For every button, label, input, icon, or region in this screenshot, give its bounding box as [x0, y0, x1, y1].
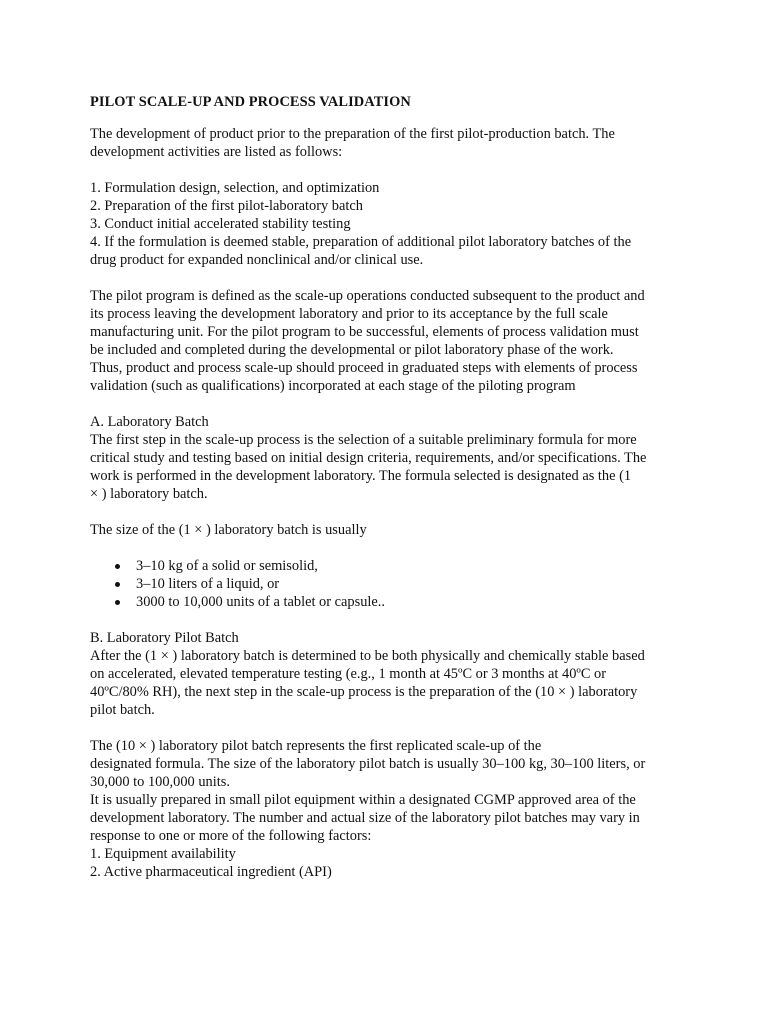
document-page — [90, 93, 690, 881]
text-line: pilot batch. — [90, 702, 155, 718]
intro-paragraph — [90, 125, 690, 161]
text-line: validation (such as qualifications) incorporated at each stage of the piloting program — [90, 378, 576, 394]
text-line: development activities are listed as follows: — [90, 144, 343, 160]
text-line: The (10 × ) laboratory pilot batch represents the first replicated scale-up of the — [90, 738, 542, 754]
text-line: 40ºC/80% RH), the next step in the scale-up process is the preparation of the (10 × ) laboratory — [90, 684, 638, 700]
bullet-icon — [115, 564, 120, 569]
bullet-icon — [115, 600, 120, 605]
text-line: The pilot program is defined as the scale-up operations conducted subsequent to the product and — [90, 288, 645, 304]
text-line: work is performed in the development laboratory. The formula selected is designated as the (1 — [90, 468, 632, 484]
text-line: The development of product prior to the preparation of the first pilot-production batch. The — [90, 126, 615, 142]
pilot-program-paragraph — [90, 287, 690, 395]
batch-size-list — [90, 557, 690, 611]
section-a-heading: A. Laboratory Batch — [90, 414, 209, 430]
text-line: critical study and testing based on initial design criteria, requirements, and/or specifications. The — [90, 450, 647, 466]
text-line: development laboratory. The number and actual size of the laboratory pilot batches may vary in — [90, 810, 640, 826]
list-item: 4. If the formulation is deemed stable, preparation of additional pilot laboratory batches of the — [90, 234, 632, 250]
list-item: 3000 to 10,000 units of a tablet or capsule.. — [90, 593, 690, 611]
bullet-icon — [115, 582, 120, 587]
list-item: 3–10 kg of a solid or semisolid, — [90, 557, 690, 575]
text-line: × ) laboratory batch. — [90, 486, 208, 502]
section-b-heading: B. Laboratory Pilot Batch — [90, 630, 239, 646]
activities-list — [90, 179, 690, 269]
text-line: its process leaving the development laboratory and prior to its acceptance by the full scale — [90, 306, 608, 322]
text-line: on accelerated, elevated temperature testing (e.g., 1 month at 45ºC or 3 months at 40ºC or — [90, 666, 607, 682]
text-line: be included and completed during the developmental or pilot laboratory phase of the work. — [90, 342, 614, 358]
text-line: The first step in the scale-up process is the selection of a suitable preliminary formula for more — [90, 432, 637, 448]
batch-size-intro: The size of the (1 × ) laboratory batch is usually — [90, 522, 367, 538]
text-line: designated formula. The size of the laboratory pilot batch is usually 30–100 kg, 30–100 liters, or — [90, 756, 646, 772]
text-line: It is usually prepared in small pilot equipment within a designated CGMP approved area of the — [90, 792, 636, 808]
text-line: Thus, product and process scale-up should proceed in graduated steps with elements of process — [90, 360, 638, 376]
list-item: 1. Formulation design, selection, and optimization — [90, 180, 380, 196]
text-line: response to one or more of the following factors: — [90, 828, 372, 844]
text-line: After the (1 × ) laboratory batch is determined to be both physically and chemically stable based — [90, 648, 645, 664]
list-item: 2. Preparation of the first pilot-laboratory batch — [90, 198, 363, 214]
section-b-continued — [90, 737, 690, 881]
list-item: 3–10 liters of a liquid, or — [90, 575, 690, 593]
document-title: PILOT SCALE-UP AND PROCESS VALIDATION — [90, 94, 411, 110]
list-item: 2. Active pharmaceutical ingredient (API) — [90, 864, 332, 880]
section-a — [90, 413, 690, 503]
list-item: drug product for expanded nonclinical and/or clinical use. — [90, 252, 424, 268]
section-b — [90, 629, 690, 719]
text-line: manufacturing unit. For the pilot program to be successful, elements of process validation must — [90, 324, 639, 340]
text-line: 30,000 to 100,000 units. — [90, 774, 230, 790]
list-item: 1. Equipment availability — [90, 846, 236, 862]
list-item: 3. Conduct initial accelerated stability testing — [90, 216, 351, 232]
